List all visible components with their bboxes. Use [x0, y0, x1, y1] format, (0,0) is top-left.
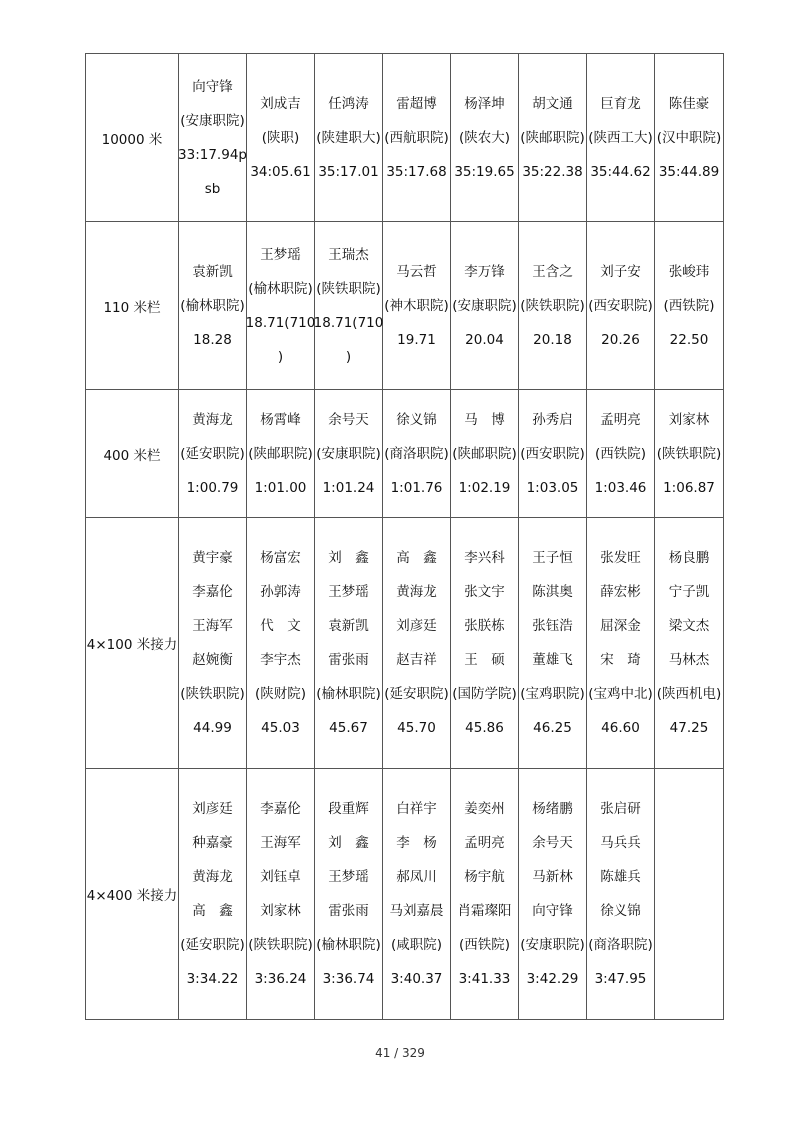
result-line: (榆林职院)	[180, 297, 245, 314]
result-line: 33:17.94p	[178, 146, 247, 163]
result-line: 3:40.37	[390, 971, 443, 987]
result-line: 白祥宇	[396, 801, 437, 817]
result-line: (国防学院)	[452, 686, 517, 702]
result-cell-content	[383, 255, 450, 357]
result-line: (西安职院)	[520, 445, 585, 462]
result-line: 杨富宏	[260, 550, 301, 566]
result-line: 45.67	[329, 720, 368, 736]
result-line: (延安职院)	[384, 686, 449, 702]
result-cell	[247, 390, 315, 518]
result-cell	[587, 222, 655, 390]
result-cell	[451, 769, 519, 1020]
result-cell	[519, 54, 587, 222]
result-line: 3:41.33	[458, 971, 511, 987]
result-line: (榆林职院)	[316, 686, 381, 702]
result-cell	[247, 769, 315, 1020]
result-line: 马兵兵	[600, 835, 641, 851]
result-cell	[315, 390, 383, 518]
result-line: 35:44.89	[658, 163, 720, 180]
result-line: (宝鸡中北)	[588, 686, 653, 702]
result-line: 20.18	[533, 331, 572, 348]
result-cell	[383, 769, 451, 1020]
result-line: 王 硕	[464, 652, 505, 668]
result-line: 杨绪鹏	[532, 801, 573, 817]
results-table	[85, 53, 724, 1020]
result-cell-content	[247, 792, 314, 996]
result-cell	[315, 769, 383, 1020]
result-line: 雷张雨	[328, 652, 369, 668]
result-line: (神木职院)	[384, 297, 449, 314]
result-cell	[655, 769, 724, 1020]
result-line: 黄海龙	[396, 584, 437, 600]
result-cell-content	[587, 87, 654, 189]
result-line: 王梦瑶	[328, 584, 369, 600]
result-cell-content	[179, 255, 246, 357]
result-line: 1:02.19	[458, 479, 511, 496]
result-line: 段重辉	[328, 801, 369, 817]
result-line: (陕铁职院)	[656, 445, 722, 462]
result-line: 李宇杰	[260, 652, 301, 668]
result-line: (西航职院)	[384, 129, 449, 146]
result-line: 20.26	[601, 331, 640, 348]
result-cell-content	[179, 541, 246, 745]
result-cell	[655, 518, 724, 769]
result-line: 王海军	[260, 835, 301, 851]
result-line: 3:36.24	[254, 971, 307, 987]
result-cell-content	[247, 541, 314, 745]
result-cell-content	[247, 87, 314, 189]
result-cell	[383, 222, 451, 390]
result-line: 张钰浩	[532, 618, 573, 634]
result-line: 徐义锦	[396, 411, 437, 428]
result-line: (商洛职院)	[384, 445, 449, 462]
result-line: 孙郭涛	[260, 584, 301, 600]
event-name-cell: 4×400 米接力	[86, 769, 179, 1020]
result-line: 1:01.76	[390, 479, 443, 496]
result-line: (陕邮职院)	[248, 445, 313, 462]
result-cell	[179, 518, 247, 769]
result-line: 肖霜璨阳	[457, 903, 512, 919]
result-cell	[179, 54, 247, 222]
result-line: 35:22.38	[522, 163, 583, 180]
result-cell	[383, 390, 451, 518]
result-line: 陈淇奥	[532, 584, 573, 600]
result-cell-content	[587, 403, 654, 505]
result-cell-content	[451, 792, 518, 996]
result-line: (陕铁职院)	[520, 297, 585, 314]
result-line: 3:47.95	[594, 971, 647, 987]
result-line: 王海军	[192, 618, 233, 634]
result-line: 杨宇航	[464, 869, 505, 885]
result-line: 马 博	[464, 411, 505, 428]
result-line: (陕财院)	[254, 686, 307, 702]
result-line: (陕邮职院)	[520, 129, 585, 146]
result-cell	[451, 390, 519, 518]
result-line: (安康职院)	[180, 112, 245, 129]
result-cell	[383, 518, 451, 769]
result-cell	[519, 390, 587, 518]
result-line: (西铁院)	[663, 297, 715, 314]
table-row	[86, 222, 724, 390]
result-line: 王含之	[532, 263, 573, 280]
result-line: 袁新凯	[192, 263, 233, 280]
result-line: 孟明亮	[464, 835, 505, 851]
result-line: 王子恒	[532, 550, 573, 566]
result-line: 18.71(710	[245, 314, 316, 331]
result-line: 雷超博	[396, 95, 437, 112]
result-line: 宋 琦	[600, 652, 641, 668]
result-line: 姜奕州	[464, 801, 505, 817]
table-row	[86, 769, 724, 1020]
result-line: )	[345, 348, 352, 365]
result-cell-content	[383, 792, 450, 996]
result-line: 18.28	[193, 331, 232, 348]
result-line: 赵婉衡	[192, 652, 233, 668]
result-line: 46.25	[533, 720, 572, 736]
result-line: 马云哲	[396, 263, 437, 280]
result-line: 刘家林	[260, 903, 301, 919]
result-line: (陕铁职院)	[180, 686, 245, 702]
result-line: 20.04	[465, 331, 504, 348]
result-cell	[519, 769, 587, 1020]
result-line: 1:03.46	[594, 479, 647, 496]
result-cell	[587, 769, 655, 1020]
result-line: 种嘉豪	[192, 835, 233, 851]
result-cell-content	[655, 87, 723, 189]
result-line: 李嘉伦	[192, 584, 233, 600]
result-cell	[451, 222, 519, 390]
result-line: (陕铁职院)	[316, 280, 381, 297]
result-cell	[315, 54, 383, 222]
result-line: (咸职院)	[390, 937, 443, 953]
result-line: (安康职院)	[520, 937, 585, 953]
result-line: (陕西工大)	[588, 129, 653, 146]
result-cell-content	[315, 238, 382, 374]
result-line: (安康职院)	[316, 445, 381, 462]
result-line: 李嘉伦	[260, 801, 301, 817]
result-line: 王梦瑶	[328, 869, 369, 885]
result-line: 35:19.65	[454, 163, 515, 180]
result-line: 35:44.62	[590, 163, 651, 180]
result-line: 陈雄兵	[600, 869, 641, 885]
result-cell-content	[519, 87, 586, 189]
result-line: 1:06.87	[663, 479, 715, 496]
result-line: 屈深金	[600, 618, 641, 634]
result-line: 张启研	[600, 801, 641, 817]
result-line: 18.71(710	[313, 314, 384, 331]
result-cell-content	[383, 403, 450, 505]
event-name-cell: 400 米栏	[86, 390, 179, 518]
result-line: (商洛职院)	[588, 937, 653, 953]
result-line: 张峻玮	[668, 263, 710, 280]
result-line: 向守锋	[532, 903, 573, 919]
result-line: 35:17.01	[318, 163, 379, 180]
result-line: 刘彦廷	[396, 618, 437, 634]
result-line: 孙秀启	[532, 411, 573, 428]
result-line: 44.99	[193, 720, 232, 736]
event-name-cell: 4×100 米接力	[86, 518, 179, 769]
event-name-cell: 10000 米	[86, 54, 179, 222]
result-line: sb	[204, 180, 221, 197]
result-line: 45.03	[261, 720, 300, 736]
result-cell-content	[247, 238, 314, 374]
result-line: 黄海龙	[192, 411, 233, 428]
result-line: 高 鑫	[192, 903, 233, 919]
result-cell-content	[587, 792, 654, 996]
result-cell-content	[451, 541, 518, 745]
result-line: 余号天	[532, 835, 573, 851]
result-cell	[655, 390, 724, 518]
result-line: 高 鑫	[396, 550, 437, 566]
result-line: 李万锋	[464, 263, 505, 280]
result-line: 张文宇	[464, 584, 505, 600]
result-line: 19.71	[397, 331, 436, 348]
result-line: (西铁院)	[458, 937, 511, 953]
result-line: 刘家林	[668, 411, 710, 428]
result-line: 3:36.74	[322, 971, 375, 987]
result-cell	[179, 769, 247, 1020]
result-line: 王梦瑶	[260, 246, 301, 263]
result-line: 45.70	[397, 720, 436, 736]
result-cell-content	[655, 541, 723, 745]
result-cell-content	[655, 255, 723, 357]
result-cell	[587, 54, 655, 222]
result-line: 刘成吉	[260, 95, 301, 112]
result-cell-content	[315, 541, 382, 745]
result-cell	[179, 390, 247, 518]
result-cell-content	[451, 255, 518, 357]
result-line: 刘钰卓	[260, 869, 301, 885]
result-cell	[519, 222, 587, 390]
result-line: (榆林职院)	[248, 280, 313, 297]
result-line: 李兴科	[464, 550, 505, 566]
result-line: 王瑞杰	[328, 246, 369, 263]
result-cell	[315, 222, 383, 390]
table-row	[86, 54, 724, 222]
result-line: 刘 鑫	[328, 550, 369, 566]
result-line: 薛宏彬	[600, 584, 641, 600]
result-cell	[519, 518, 587, 769]
result-line: (延安职院)	[180, 445, 245, 462]
result-line: 李 杨	[396, 835, 437, 851]
result-line: 黄宇豪	[192, 550, 233, 566]
result-cell-content	[315, 792, 382, 996]
page-number: 41 / 329	[375, 1046, 425, 1060]
result-line: (延安职院)	[180, 937, 245, 953]
result-line: 陈佳豪	[668, 95, 710, 112]
result-line: 46.60	[601, 720, 640, 736]
result-line: 马新林	[532, 869, 573, 885]
result-line: 张朕栋	[464, 618, 505, 634]
result-line: 郝凤川	[396, 869, 437, 885]
result-cell-content	[587, 255, 654, 357]
result-line: 宁子凯	[668, 584, 710, 600]
result-line: (陕邮职院)	[452, 445, 517, 462]
result-cell	[383, 54, 451, 222]
result-line: 孟明亮	[600, 411, 641, 428]
result-line: (宝鸡职院)	[520, 686, 585, 702]
result-line: 余号天	[328, 411, 369, 428]
result-cell-content	[587, 541, 654, 745]
result-line: 雷张雨	[328, 903, 369, 919]
result-cell-content	[519, 403, 586, 505]
result-line: 马林杰	[668, 652, 710, 668]
result-cell-content	[315, 403, 382, 505]
result-line: 梁文杰	[668, 618, 710, 634]
result-line: (陕建职大)	[316, 129, 381, 146]
result-cell-content	[315, 87, 382, 189]
result-cell	[247, 222, 315, 390]
result-line: (陕职)	[261, 129, 300, 146]
results-table-body	[86, 54, 724, 1020]
table-row	[86, 518, 724, 769]
result-cell	[451, 54, 519, 222]
result-line: 刘彦廷	[192, 801, 233, 817]
result-line: 马刘嘉晨	[389, 903, 444, 919]
result-line: 杨良鹏	[668, 550, 710, 566]
result-line: )	[277, 348, 284, 365]
result-line: 1:00.79	[186, 479, 239, 496]
result-line: 45.86	[465, 720, 504, 736]
result-line: 1:01.00	[254, 479, 307, 496]
result-line: (西铁院)	[594, 445, 647, 462]
result-line: 47.25	[669, 720, 709, 736]
result-line: (陕农大)	[458, 129, 511, 146]
result-cell-content	[247, 403, 314, 505]
result-cell-content	[383, 87, 450, 189]
result-line: 代 文	[260, 618, 301, 634]
result-line: 杨霄峰	[260, 411, 301, 428]
result-line: 22.50	[669, 331, 709, 348]
result-cell	[655, 222, 724, 390]
result-cell	[587, 390, 655, 518]
result-cell	[247, 54, 315, 222]
result-line: 3:42.29	[526, 971, 579, 987]
result-cell	[315, 518, 383, 769]
result-cell-content	[451, 87, 518, 189]
table-row	[86, 390, 724, 518]
result-cell-content	[179, 70, 246, 206]
result-cell	[655, 54, 724, 222]
result-cell-content	[179, 792, 246, 996]
result-line: 徐义锦	[600, 903, 641, 919]
result-cell-content	[519, 255, 586, 357]
result-line: 张发旺	[600, 550, 641, 566]
result-line: 1:01.24	[322, 479, 375, 496]
result-cell-content	[179, 403, 246, 505]
result-cell	[179, 222, 247, 390]
result-line: (陕西机电)	[656, 686, 722, 702]
result-line: 赵吉祥	[396, 652, 437, 668]
result-line: 黄海龙	[192, 869, 233, 885]
event-name-cell: 110 米栏	[86, 222, 179, 390]
result-line: 刘 鑫	[328, 835, 369, 851]
result-line: 杨泽坤	[464, 95, 505, 112]
result-cell	[587, 518, 655, 769]
result-line: (安康职院)	[452, 297, 517, 314]
result-line: 3:34.22	[186, 971, 239, 987]
result-cell-content	[655, 403, 723, 505]
result-cell	[451, 518, 519, 769]
result-line: 1:03.05	[526, 479, 579, 496]
result-cell-content	[519, 792, 586, 996]
result-line: 董雄飞	[532, 652, 573, 668]
result-line: (西安职院)	[588, 297, 653, 314]
result-line: (汉中职院)	[656, 129, 722, 146]
result-line: 35:17.68	[386, 163, 447, 180]
result-line: 任鸿涛	[328, 95, 369, 112]
result-cell	[247, 518, 315, 769]
result-line: (陕铁职院)	[248, 937, 313, 953]
result-cell-content	[519, 541, 586, 745]
result-line: 胡文通	[532, 95, 573, 112]
result-cell-content	[383, 541, 450, 745]
result-line: 刘子安	[600, 263, 641, 280]
result-line: (榆林职院)	[316, 937, 381, 953]
result-line: 34:05.61	[250, 163, 311, 180]
result-line: 巨育龙	[600, 95, 641, 112]
result-cell-content	[451, 403, 518, 505]
result-line: 袁新凯	[328, 618, 369, 634]
result-line: 向守锋	[192, 78, 233, 95]
